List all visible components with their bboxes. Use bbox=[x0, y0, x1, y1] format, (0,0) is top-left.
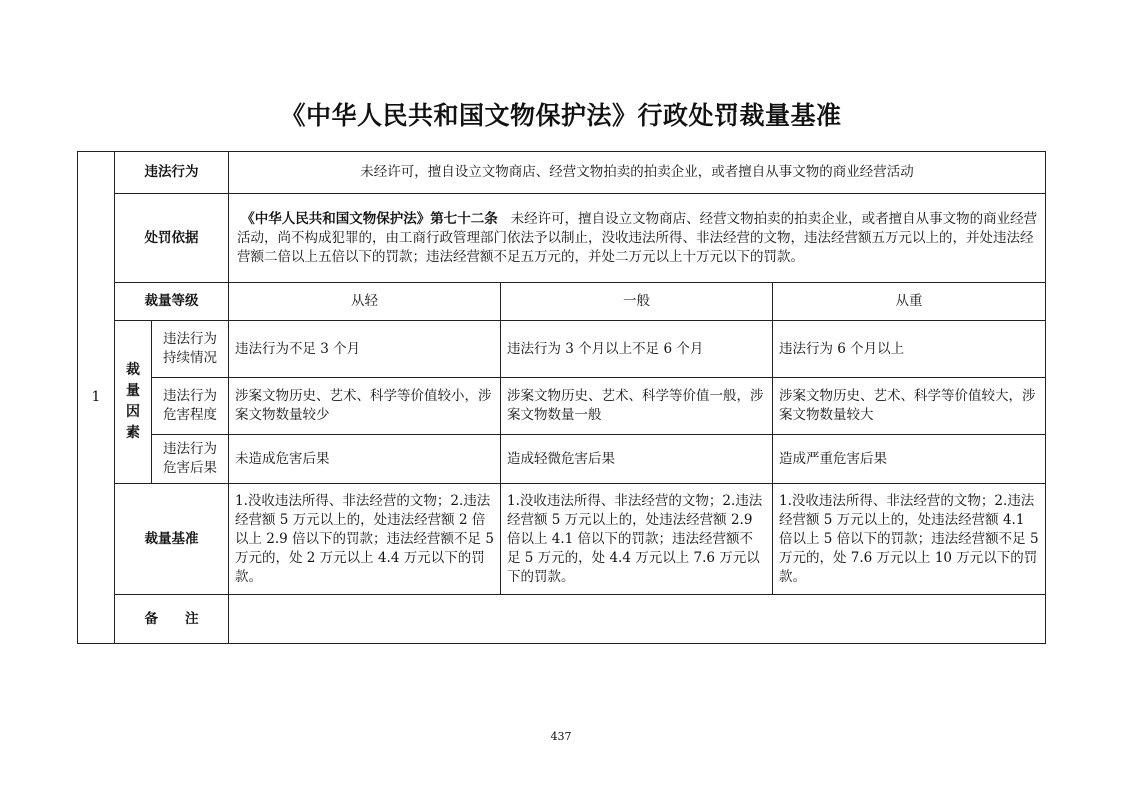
row-index: 1 bbox=[78, 152, 115, 644]
standards-label: 裁量基准 bbox=[115, 484, 229, 595]
factor-name: 违法行为危害后果 bbox=[152, 435, 229, 484]
factors-label: 裁 量 因 素 bbox=[115, 321, 152, 484]
basis-cell bbox=[229, 194, 1046, 283]
remarks-text bbox=[229, 595, 1046, 644]
basis-label: 处罚依据 bbox=[115, 194, 229, 283]
level-heavy: 从重 bbox=[773, 283, 1046, 321]
factor-value: 造成严重危害后果 bbox=[773, 435, 1046, 484]
basis-row bbox=[78, 194, 1046, 283]
level-light: 从轻 bbox=[229, 283, 501, 321]
levels-label: 裁量等级 bbox=[115, 283, 229, 321]
violation-text: 未经许可，擅自设立文物商店、经营文物拍卖的拍卖企业，或者擅自从事文物的商业经营活动 bbox=[229, 152, 1046, 194]
standard-heavy: 1.没收违法所得、非法经营的文物；2.违法经营额 5 万元以上的，处违法经营额 4.1 倍以上 5 倍以下的罚款；违法经营额不足 5 万元的，处 7.6 万元以上 10 万元以下的罚款。 bbox=[773, 484, 1046, 595]
factor-value: 涉案文物历史、艺术、科学等价值一般，涉案文物数量一般 bbox=[501, 378, 773, 435]
standard-light: 1.没收违法所得、非法经营的文物；2.违法经营额 5 万元以上的，处违法经营额 2 倍以上 2.9 倍以下的罚款；违法经营额不足 5 万元的，处 2 万元以上 4.4 万元以下的罚款。 bbox=[229, 484, 501, 595]
factor-value: 违法行为不足 3 个月 bbox=[229, 321, 501, 378]
factor-row-duration bbox=[78, 321, 1046, 378]
factor-row-consequence bbox=[78, 435, 1046, 484]
page-number: 437 bbox=[550, 730, 572, 743]
factor-value: 造成轻微危害后果 bbox=[501, 435, 773, 484]
page-title: 《中华人民共和国文物保护法》行政处罚裁量基准 bbox=[280, 101, 842, 130]
remarks-label: 备 注 bbox=[115, 595, 229, 644]
factor-value: 涉案文物历史、艺术、科学等价值较大，涉案文物数量较大 bbox=[773, 378, 1046, 435]
factor-value: 未造成危害后果 bbox=[229, 435, 501, 484]
basis-text: 未经许可，擅自设立文物商店、经营文物拍卖的拍卖企业，或者擅自从事文物的商业经营活动，尚不构成犯罪的，由工商行政管理部门依法予以制止，没收违法所得、非法经营的文物，违法经营额五万元以上的，并处违法经营额二倍以上五倍以下的罚款；违法经营额不足五万元的，并处二万元以上十万元以下的罚款。 bbox=[237, 210, 1038, 265]
factor-value: 违法行为 6 个月以上 bbox=[773, 321, 1046, 378]
factor-row-severity bbox=[78, 378, 1046, 435]
remarks-row bbox=[78, 595, 1046, 644]
factor-name: 违法行为危害程度 bbox=[152, 378, 229, 435]
levels-row bbox=[78, 283, 1046, 321]
violation-label: 违法行为 bbox=[115, 152, 229, 194]
factor-value: 违法行为 3 个月以上不足 6 个月 bbox=[501, 321, 773, 378]
level-normal: 一般 bbox=[501, 283, 773, 321]
violation-row bbox=[78, 152, 1046, 194]
factor-name: 违法行为持续情况 bbox=[152, 321, 229, 378]
factor-value: 涉案文物历史、艺术、科学等价值较小，涉案文物数量较少 bbox=[229, 378, 501, 435]
standard-normal: 1.没收违法所得、非法经营的文物；2.违法经营额 5 万元以上的，处违法经营额 2.9 倍以上 4.1 倍以下的罚款；违法经营额不足 5 万元的，处 4.4 万元以上 7.6 万元以下的罚款。 bbox=[501, 484, 773, 595]
basis-law-ref: 《中华人民共和国文物保护法》第七十二条 bbox=[241, 210, 498, 227]
penalty-table bbox=[77, 151, 1046, 644]
standards-row bbox=[78, 484, 1046, 595]
